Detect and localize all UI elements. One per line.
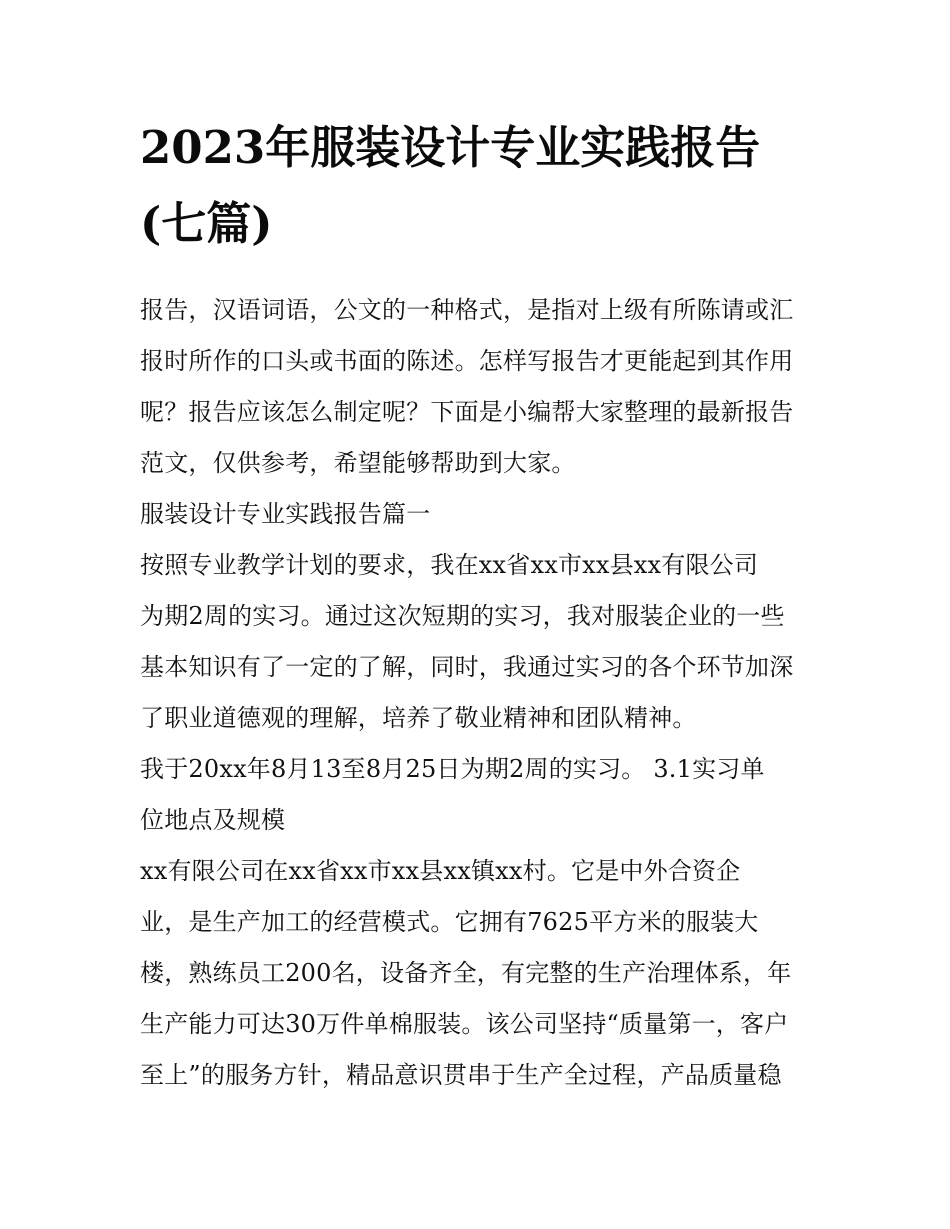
body-line: 业，是生产加工的经营模式。它拥有7625平方米的服装大 [140, 908, 759, 936]
section-heading: 服装设计专业实践报告篇一 [140, 500, 431, 528]
document-body [140, 285, 816, 1101]
body-line: xx有限公司在xx省xx市xx县xx镇xx村。它是中外合资企 [140, 857, 741, 885]
document-content [140, 110, 816, 1101]
body-line: 我于20xx年8月13至8月25日为期2周的实习。 3.1实习单 [140, 755, 765, 783]
body-line: 基本知识有了一定的了解，同时，我通过实习的各个环节加深 [140, 653, 794, 681]
body-line: 至上”的服务方针，精品意识贯串于生产全过程，产品质量稳 [140, 1061, 782, 1089]
body-line: 楼，熟练员工200名，设备齐全，有完整的生产治理体系，年 [140, 959, 792, 987]
title-line-2: (七篇) [140, 197, 273, 250]
body-line: 按照专业教学计划的要求，我在xx省xx市xx县xx有限公司 [140, 551, 759, 579]
intro-line: 报告，汉语词语，公文的一种格式，是指对上级有所陈请或汇 [140, 296, 794, 324]
intro-line: 呢？报告应该怎么制定呢？下面是小编帮大家整理的最新报告 [140, 398, 794, 426]
title-spacing [140, 262, 816, 285]
intro-line: 范文，仅供参考，希望能够帮助到大家。 [140, 449, 576, 477]
title-line-1: 2023年服装设计专业实践报告 [140, 121, 761, 174]
document-title [140, 110, 816, 262]
intro-line: 报时所作的口头或书面的陈述。怎样写报告才更能起到其作用 [140, 347, 794, 375]
body-line: 为期2周的实习。通过这次短期的实习，我对服装企业的一些 [140, 602, 785, 630]
body-line: 了职业道德观的理解，培养了敬业精神和团队精神。 [140, 704, 697, 732]
body-line: 位地点及规模 [140, 806, 286, 834]
body-line: 生产能力可达30万件单棉服装。该公司坚持“质量第一，客户 [140, 1010, 789, 1038]
